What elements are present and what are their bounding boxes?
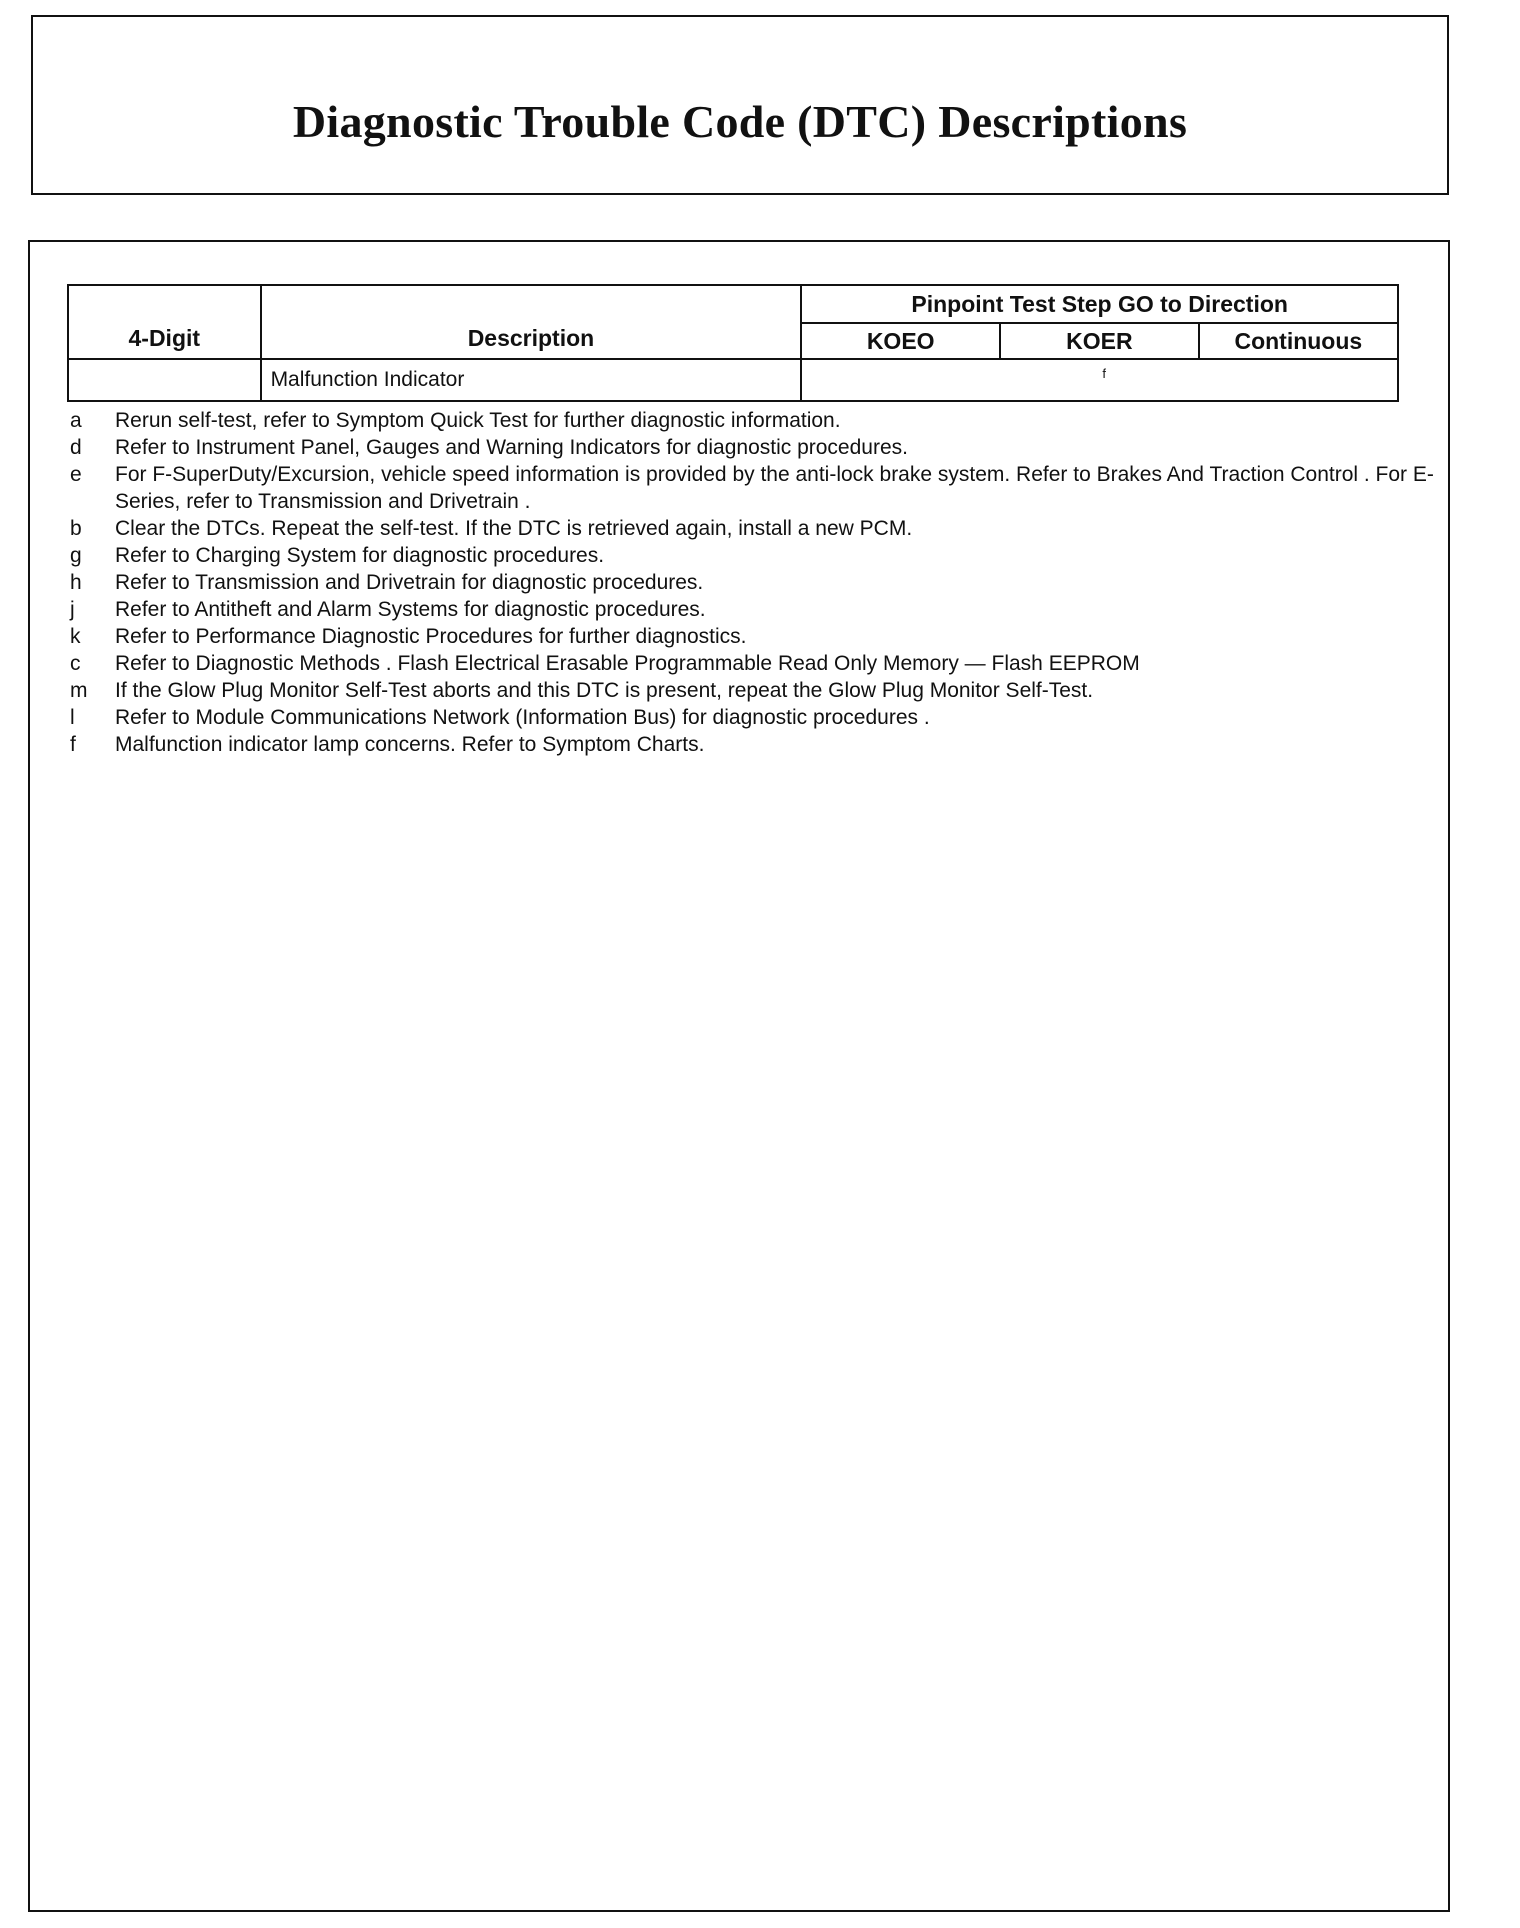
header-koeo: KOEO bbox=[801, 323, 1000, 359]
footnote-text: Refer to Module Communications Network (Information Bus) for diagnostic procedures . bbox=[115, 706, 930, 729]
footnote-text: Refer to Charging System for diagnostic procedures. bbox=[115, 544, 605, 567]
footnote-text: Refer to Instrument Panel, Gauges and Warning Indicators for diagnostic procedures. bbox=[115, 436, 908, 459]
footnote-item bbox=[70, 704, 1440, 731]
footnote-text: Refer to Performance Diagnostic Procedures for further diagnostics. bbox=[115, 625, 747, 648]
footnote-letter: j bbox=[70, 598, 75, 621]
footnote-text: Rerun self-test, refer to Symptom Quick Test for further diagnostic information. bbox=[115, 409, 841, 432]
table-header-row bbox=[68, 285, 1398, 323]
header-continuous: Continuous bbox=[1199, 323, 1398, 359]
footnotes-list bbox=[70, 407, 1440, 758]
footnote-item bbox=[70, 650, 1440, 677]
footnote-letter: g bbox=[70, 544, 82, 567]
footnote-letter: k bbox=[70, 625, 81, 648]
footnote-text: Refer to Diagnostic Methods . Flash Electrical Erasable Programmable Read Only Memory — Flash EEPROM bbox=[115, 652, 1140, 675]
header-koer: KOER bbox=[1000, 323, 1199, 359]
cell-4-digit bbox=[68, 359, 261, 401]
footnote-item bbox=[70, 569, 1440, 596]
footnote-text: Refer to Transmission and Drivetrain for diagnostic procedures. bbox=[115, 571, 704, 594]
cell-pinpoint-direction: f bbox=[801, 359, 1398, 401]
header-description: Description bbox=[261, 285, 802, 359]
footnote-item bbox=[70, 596, 1440, 623]
footnote-item bbox=[70, 731, 1440, 758]
content-box bbox=[28, 240, 1450, 1912]
footnote-text: Malfunction indicator lamp concerns. Refer to Symptom Charts. bbox=[115, 733, 705, 756]
cell-description: Malfunction Indicator bbox=[261, 359, 802, 401]
footnote-text: If the Glow Plug Monitor Self-Test aborts and this DTC is present, repeat the Glow Plug Monitor Self-Test. bbox=[115, 679, 1094, 702]
footnote-letter: f bbox=[70, 733, 76, 756]
footnote-item bbox=[70, 677, 1440, 704]
footnote-letter: a bbox=[70, 409, 82, 432]
header-4-digit: 4-Digit bbox=[68, 285, 261, 359]
footnote-item bbox=[70, 542, 1440, 569]
title-box bbox=[31, 15, 1449, 195]
footnote-letter: e bbox=[70, 463, 82, 486]
header-pinpoint-test-group: Pinpoint Test Step GO to Direction bbox=[801, 285, 1398, 323]
footnote-letter: h bbox=[70, 571, 82, 594]
footnote-item bbox=[70, 407, 1440, 434]
footnote-letter: c bbox=[70, 652, 81, 675]
footnote-letter: d bbox=[70, 436, 82, 459]
footnote-item bbox=[70, 623, 1440, 650]
footnote-item bbox=[70, 461, 1440, 515]
footnote-text: Refer to Antitheft and Alarm Systems for diagnostic procedures. bbox=[115, 598, 706, 621]
page-title: Diagnostic Trouble Code (DTC) Descriptions bbox=[292, 96, 1188, 147]
table-row bbox=[68, 359, 1398, 401]
footnote-item bbox=[70, 515, 1440, 542]
footnote-text: Clear the DTCs. Repeat the self-test. If the DTC is retrieved again, install a new PCM. bbox=[115, 517, 913, 540]
footnote-letter: b bbox=[70, 517, 82, 540]
footnote-letter: m bbox=[70, 679, 88, 702]
footnote-item bbox=[70, 434, 1440, 461]
dtc-table bbox=[67, 284, 1399, 402]
footnote-text: For F-SuperDuty/Excursion, vehicle speed information is provided by the anti-lock brake system. Refer to Brakes And Traction Control . For E-Series, refer to Transmission and Drivetrain . bbox=[115, 463, 1434, 513]
footnote-letter: l bbox=[70, 706, 75, 729]
